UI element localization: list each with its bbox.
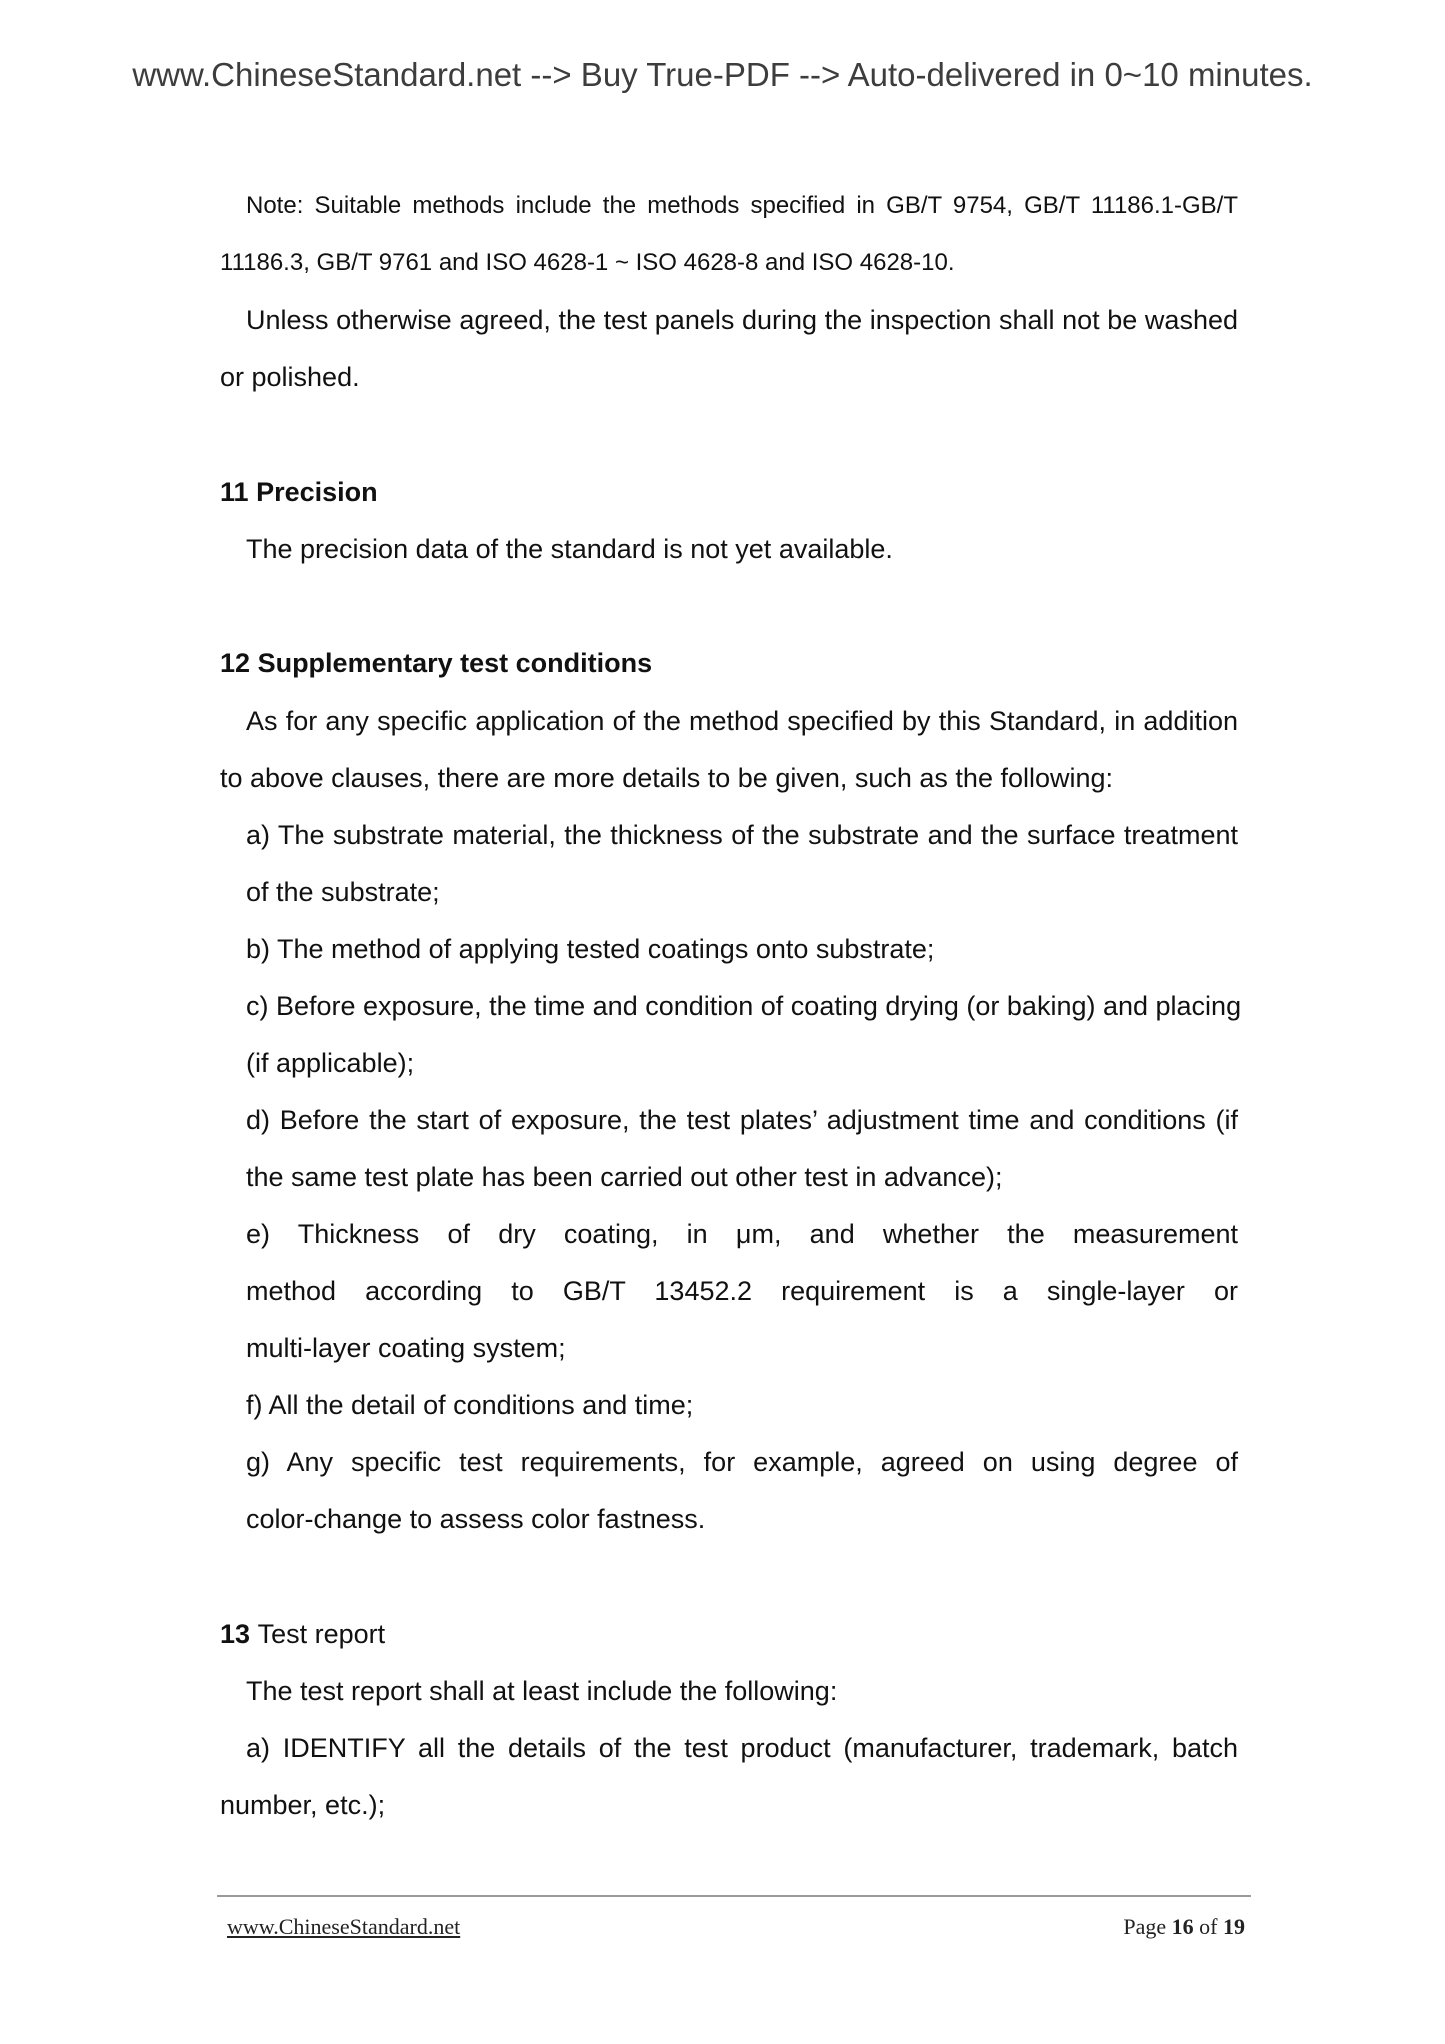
note-line-2: 11186.3, GB/T 9761 and ISO 4628-1 ~ ISO 4628-8 and ISO 4628-10. <box>220 249 955 276</box>
list-item-g-line-1: g) Any specific test requirements, for example, agreed on using degree of <box>246 1447 1238 1477</box>
section-13-item-a-line-2: number, etc.); <box>220 1790 386 1820</box>
page-word: Page <box>1123 1914 1167 1939</box>
list-item-c-line-2: (if applicable); <box>246 1048 415 1078</box>
section-11-heading <box>220 477 378 508</box>
section-13-number: 13 <box>220 1619 251 1649</box>
page-total: 19 <box>1223 1914 1245 1939</box>
list-item-d-line-2: the same test plate has been carried out other test in advance); <box>246 1162 1003 1192</box>
section-11-title: Precision <box>256 477 378 507</box>
section-12-heading <box>220 648 652 679</box>
section-12-title: Supplementary test conditions <box>257 648 653 678</box>
list-item-g-line-2: color-change to assess color fastness. <box>246 1504 706 1534</box>
list-item-e-line-3: multi-layer coating system; <box>246 1333 566 1363</box>
top-banner-link[interactable]: www.ChineseStandard.net --> Buy True-PDF --> Auto-delivered in 0~10 minutes. <box>132 56 1313 93</box>
list-item-e-line-2: method according to GB/T 13452.2 requirement is a single-layer or <box>246 1276 1238 1306</box>
list-item-a-line-2: of the substrate; <box>246 877 440 907</box>
list-item-c-line-1: c) Before exposure, the time and condition of coating drying (or baking) and placing <box>246 991 1242 1021</box>
page-number <box>1123 1914 1245 1940</box>
section-13-intro: The test report shall at least include the following: <box>246 1676 838 1706</box>
section-12-number: 12 <box>220 648 251 678</box>
inspection-line-1: Unless otherwise agreed, the test panels during the inspection shall not be washed <box>246 305 1238 335</box>
section-13-item-a-line-1: a) IDENTIFY all the details of the test product (manufacturer, trademark, batch <box>246 1733 1238 1763</box>
list-item-b: b) The method of applying tested coatings onto substrate; <box>246 934 935 964</box>
section-11-number: 11 <box>220 477 249 507</box>
section-13-heading <box>220 1619 385 1650</box>
list-item-d-line-1: d) Before the start of exposure, the test plates’ adjustment time and conditions (if <box>246 1105 1238 1135</box>
section-11-text: The precision data of the standard is not yet available. <box>246 534 893 564</box>
list-item-e-line-1: e) Thickness of dry coating, in μm, and whether the measurement <box>246 1219 1238 1249</box>
note-line-1: Note: Suitable methods include the methods specified in GB/T 9754, GB/T 11186.1-GB/T <box>246 192 1238 219</box>
page-of: of <box>1199 1914 1218 1939</box>
section-12-intro-2: to above clauses, there are more details to be given, such as the following: <box>220 763 1114 793</box>
section-13-title: Test report <box>257 1619 386 1649</box>
list-item-f: f) All the detail of conditions and time; <box>246 1390 694 1420</box>
page-current: 16 <box>1171 1914 1194 1939</box>
footer-divider <box>217 1895 1251 1897</box>
list-item-a-line-1: a) The substrate material, the thickness of the substrate and the surface treatment <box>246 820 1238 850</box>
inspection-line-2: or polished. <box>220 362 360 392</box>
section-12-intro-1: As for any specific application of the method specified by this Standard, in addition <box>246 706 1238 736</box>
footer-website-link[interactable]: www.ChineseStandard.net <box>227 1914 461 1939</box>
